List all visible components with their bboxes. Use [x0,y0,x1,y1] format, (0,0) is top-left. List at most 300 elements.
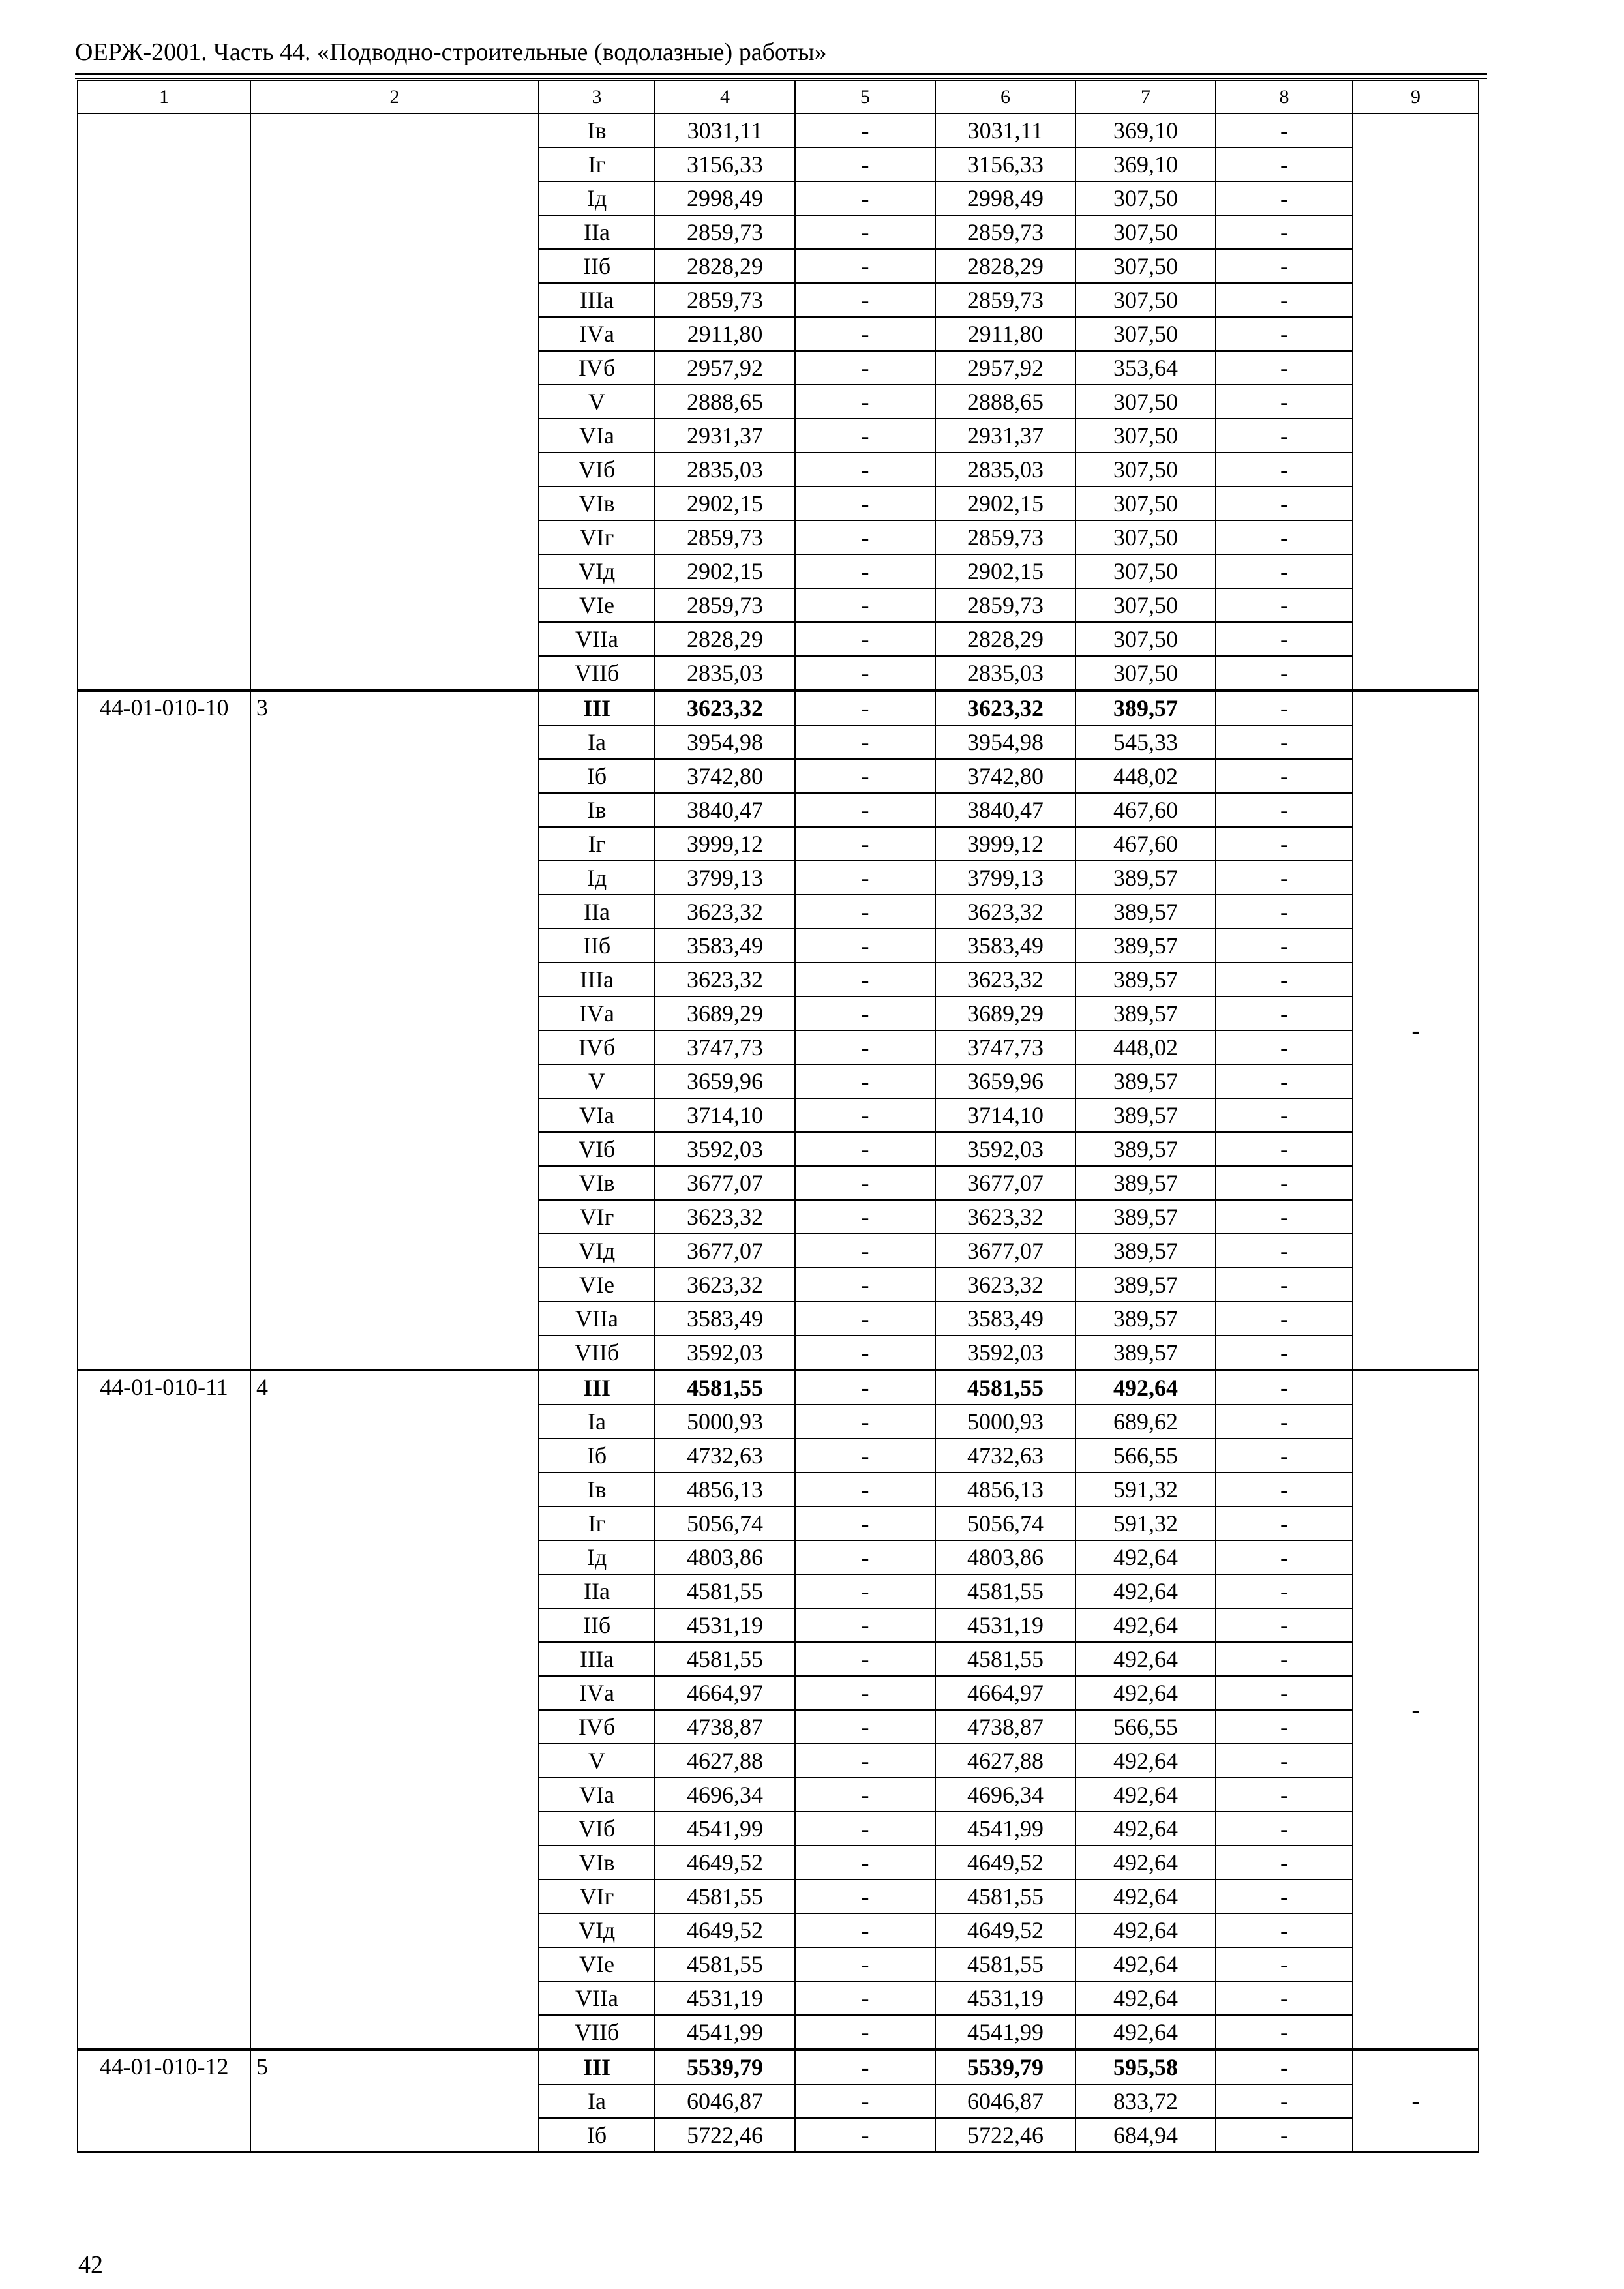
value-col-6: 2957,92 [935,351,1075,385]
value-col-8: - [1216,2050,1353,2084]
zone-cell: VIе [539,1268,655,1302]
value-col-5: - [795,1574,935,1608]
value-col-4: 2859,73 [655,588,795,622]
value-col-6: 5722,46 [935,2118,1075,2152]
value-col-8: - [1216,1778,1353,1812]
zone-cell: Iг [539,827,655,861]
value-col-4: 3583,49 [655,929,795,963]
value-col-4: 3954,98 [655,725,795,759]
zone-cell: VIе [539,1947,655,1981]
value-col-4: 4581,55 [655,1947,795,1981]
value-col-7: 389,57 [1075,1166,1216,1200]
value-col-7: 492,64 [1075,1642,1216,1676]
value-col-4: 4649,52 [655,1913,795,1947]
value-col-7: 492,64 [1075,1913,1216,1947]
value-col-6: 2911,80 [935,317,1075,351]
zone-cell: VIд [539,1913,655,1947]
value-col-8: - [1216,1405,1353,1439]
value-col-5: - [795,759,935,793]
value-col-6: 3623,32 [935,895,1075,929]
zone-cell: Iг [539,147,655,181]
value-col-6: 4581,55 [935,1642,1075,1676]
value-col-5: - [795,283,935,317]
value-col-7: 492,64 [1075,2015,1216,2050]
value-col-5: - [795,963,935,996]
value-col-8: - [1216,759,1353,793]
zone-cell: IIб [539,249,655,283]
value-col-6: 4627,88 [935,1744,1075,1778]
table-row [78,1370,1479,1405]
zone-cell: VIIа [539,622,655,656]
column-number: 9 [1353,80,1479,113]
zone-cell: V [539,1064,655,1098]
value-col-4: 2828,29 [655,622,795,656]
value-col-7: 369,10 [1075,147,1216,181]
value-col-5: - [795,419,935,453]
value-col-6: 2888,65 [935,385,1075,419]
zone-cell: Iб [539,2118,655,2152]
value-col-8: - [1216,1064,1353,1098]
value-col-5: - [795,1064,935,1098]
value-col-8: - [1216,2084,1353,2118]
value-col-5: - [795,1302,935,1336]
value-col-8: - [1216,1913,1353,1947]
value-col-6: 4856,13 [935,1473,1075,1506]
zone-cell: VIг [539,520,655,554]
value-col-6: 3583,49 [935,929,1075,963]
value-col-7: 595,58 [1075,2050,1216,2084]
value-col-8: - [1216,317,1353,351]
value-col-4: 3623,32 [655,895,795,929]
value-col-6: 2859,73 [935,283,1075,317]
value-col-7: 307,50 [1075,215,1216,249]
value-col-6: 4531,19 [935,1981,1075,2015]
value-col-5: - [795,1778,935,1812]
value-col-4: 3840,47 [655,793,795,827]
value-col-4: 3742,80 [655,759,795,793]
value-col-5: - [795,147,935,181]
value-col-4: 4541,99 [655,1812,795,1846]
column-number: 3 [539,80,655,113]
value-col-7: 448,02 [1075,759,1216,793]
value-col-5: - [795,895,935,929]
value-col-6: 3799,13 [935,861,1075,895]
value-col-8: - [1216,588,1353,622]
value-col-8: - [1216,895,1353,929]
zone-cell: IIа [539,215,655,249]
value-col-8: - [1216,1642,1353,1676]
value-col-4: 2859,73 [655,520,795,554]
value-col-7: 307,50 [1075,181,1216,215]
value-col-6: 2835,03 [935,453,1075,486]
zone-cell: IIа [539,1574,655,1608]
value-col-8: - [1216,453,1353,486]
value-col-6: 4696,34 [935,1778,1075,1812]
value-col-5: - [795,929,935,963]
value-col-7: 448,02 [1075,1030,1216,1064]
value-col-5: - [795,691,935,725]
value-col-7: 389,57 [1075,1302,1216,1336]
value-col-8: - [1216,1132,1353,1166]
value-col-4: 3659,96 [655,1064,795,1098]
value-col-4: 3714,10 [655,1098,795,1132]
value-col-6: 5539,79 [935,2050,1075,2084]
value-col-7: 307,50 [1075,588,1216,622]
value-col-9: - [1353,2050,1479,2152]
value-col-8: - [1216,1166,1353,1200]
value-col-4: 4649,52 [655,1846,795,1879]
value-col-8: - [1216,1302,1353,1336]
zone-cell: VIIа [539,1302,655,1336]
value-col-8: - [1216,725,1353,759]
value-col-4: 5539,79 [655,2050,795,2084]
value-col-7: 307,50 [1075,554,1216,588]
value-col-4: 4856,13 [655,1473,795,1506]
value-col-5: - [795,113,935,147]
value-col-6: 5056,74 [935,1506,1075,1540]
value-col-7: 492,64 [1075,1812,1216,1846]
value-col-6: 3677,07 [935,1166,1075,1200]
value-col-6: 3954,98 [935,725,1075,759]
value-col-7: 467,60 [1075,793,1216,827]
value-col-8: - [1216,827,1353,861]
value-col-4: 3999,12 [655,827,795,861]
value-col-6: 2998,49 [935,181,1075,215]
value-col-7: 492,64 [1075,1879,1216,1913]
value-col-4: 3623,32 [655,963,795,996]
value-col-4: 2911,80 [655,317,795,351]
zone-cell: IIа [539,895,655,929]
value-col-4: 3677,07 [655,1234,795,1268]
value-col-5: - [795,520,935,554]
zone-cell: IIIа [539,283,655,317]
zone-cell: VIа [539,419,655,453]
value-col-6: 4803,86 [935,1540,1075,1574]
value-col-6: 3623,32 [935,963,1075,996]
value-col-6: 3031,11 [935,113,1075,147]
value-col-8: - [1216,963,1353,996]
value-col-4: 5056,74 [655,1506,795,1540]
value-col-4: 2835,03 [655,453,795,486]
column-number: 5 [795,80,935,113]
value-col-5: - [795,1336,935,1370]
value-col-4: 4627,88 [655,1744,795,1778]
value-col-7: 307,50 [1075,385,1216,419]
value-col-8: - [1216,147,1353,181]
value-col-7: 684,94 [1075,2118,1216,2152]
value-col-7: 307,50 [1075,249,1216,283]
value-col-5: - [795,1812,935,1846]
zone-cell: Iд [539,1540,655,1574]
value-col-4: 2888,65 [655,385,795,419]
column-2-value [250,113,539,691]
zone-cell: III [539,2050,655,2084]
value-col-7: 307,50 [1075,520,1216,554]
value-col-5: - [795,2015,935,2050]
value-col-9: - [1353,691,1479,1370]
value-col-7: 389,57 [1075,1234,1216,1268]
zone-cell: Iа [539,725,655,759]
zone-cell: V [539,385,655,419]
value-col-9: - [1353,1370,1479,2050]
value-col-4: 4581,55 [655,1574,795,1608]
value-col-8: - [1216,1200,1353,1234]
value-col-8: - [1216,622,1353,656]
value-col-6: 4581,55 [935,1879,1075,1913]
zone-cell: IVб [539,1030,655,1064]
value-col-8: - [1216,996,1353,1030]
zone-cell: IIб [539,1608,655,1642]
zone-cell: IVа [539,317,655,351]
zone-cell: III [539,691,655,725]
column-number: 6 [935,80,1075,113]
zone-cell: VIг [539,1200,655,1234]
value-col-4: 2957,92 [655,351,795,385]
value-col-4: 4803,86 [655,1540,795,1574]
value-col-7: 389,57 [1075,1268,1216,1302]
value-col-7: 307,50 [1075,453,1216,486]
value-col-8: - [1216,1710,1353,1744]
value-col-6: 4649,52 [935,1913,1075,1947]
value-col-7: 492,64 [1075,1981,1216,2015]
rate-code: 44-01-010-11 [78,1370,250,2050]
value-col-5: - [795,2084,935,2118]
value-col-5: - [795,249,935,283]
value-col-6: 4664,97 [935,1676,1075,1710]
zone-cell: Iг [539,1506,655,1540]
column-number: 2 [250,80,539,113]
value-col-8: - [1216,1947,1353,1981]
value-col-8: - [1216,181,1353,215]
value-col-8: - [1216,520,1353,554]
column-number: 4 [655,80,795,113]
zone-cell: VIд [539,1234,655,1268]
value-col-7: 591,32 [1075,1473,1216,1506]
value-col-7: 492,64 [1075,1947,1216,1981]
value-col-6: 3592,03 [935,1132,1075,1166]
value-col-4: 3677,07 [655,1166,795,1200]
value-col-7: 307,50 [1075,317,1216,351]
value-col-8: - [1216,2015,1353,2050]
value-col-7: 369,10 [1075,113,1216,147]
header-rule [75,73,1487,75]
value-col-7: 492,64 [1075,1540,1216,1574]
value-col-8: - [1216,656,1353,691]
price-table [77,80,1479,2153]
value-col-6: 4581,55 [935,1370,1075,1405]
value-col-4: 2835,03 [655,656,795,691]
value-col-8: - [1216,385,1353,419]
zone-cell: III [539,1370,655,1405]
column-2-value: 5 [250,2050,539,2152]
value-col-8: - [1216,1608,1353,1642]
value-col-4: 2931,37 [655,419,795,453]
value-col-6: 3592,03 [935,1336,1075,1370]
value-col-5: - [795,656,935,691]
value-col-4: 3031,11 [655,113,795,147]
zone-cell: IVа [539,996,655,1030]
value-col-4: 4531,19 [655,1981,795,2015]
value-col-7: 492,64 [1075,1676,1216,1710]
value-col-5: - [795,793,935,827]
value-col-4: 2998,49 [655,181,795,215]
value-col-4: 6046,87 [655,2084,795,2118]
value-col-5: - [795,588,935,622]
value-col-5: - [795,1473,935,1506]
value-col-4: 4541,99 [655,2015,795,2050]
zone-cell: VIд [539,554,655,588]
value-col-5: - [795,1947,935,1981]
value-col-4: 3623,32 [655,1268,795,1302]
zone-cell: VIа [539,1098,655,1132]
value-col-6: 4581,55 [935,1574,1075,1608]
value-col-5: - [795,317,935,351]
value-col-5: - [795,1405,935,1439]
value-col-8: - [1216,1506,1353,1540]
zone-cell: Iд [539,181,655,215]
value-col-8: - [1216,283,1353,317]
zone-cell: Iа [539,2084,655,2118]
value-col-5: - [795,861,935,895]
zone-cell: Iа [539,1405,655,1439]
value-col-4: 4531,19 [655,1608,795,1642]
value-col-7: 492,64 [1075,1778,1216,1812]
value-col-6: 4732,63 [935,1439,1075,1473]
zone-cell: VIв [539,1166,655,1200]
zone-cell: VIIб [539,1336,655,1370]
value-col-8: - [1216,1574,1353,1608]
value-col-5: - [795,1132,935,1166]
value-col-5: - [795,554,935,588]
zone-cell: VIе [539,588,655,622]
value-col-8: - [1216,2118,1353,2152]
value-col-7: 492,64 [1075,1846,1216,1879]
table-row [78,691,1479,725]
value-col-4: 3689,29 [655,996,795,1030]
value-col-7: 389,57 [1075,895,1216,929]
value-col-6: 3677,07 [935,1234,1075,1268]
column-2-value: 4 [250,1370,539,2050]
value-col-6: 3999,12 [935,827,1075,861]
value-col-8: - [1216,419,1353,453]
value-col-6: 4738,87 [935,1710,1075,1744]
column-number: 8 [1216,80,1353,113]
zone-cell: IVб [539,351,655,385]
value-col-5: - [795,1166,935,1200]
value-col-8: - [1216,861,1353,895]
value-col-7: 389,57 [1075,691,1216,725]
zone-cell: IIIа [539,1642,655,1676]
value-col-5: - [795,2118,935,2152]
zone-cell: VIIб [539,2015,655,2050]
value-col-8: - [1216,249,1353,283]
value-col-5: - [795,1744,935,1778]
value-col-8: - [1216,1370,1353,1405]
value-col-4: 2859,73 [655,215,795,249]
value-col-7: 566,55 [1075,1439,1216,1473]
table-body [78,80,1479,2152]
value-col-7: 492,64 [1075,1608,1216,1642]
value-col-6: 3623,32 [935,691,1075,725]
value-col-4: 4738,87 [655,1710,795,1744]
value-col-4: 5722,46 [655,2118,795,2152]
value-col-6: 3623,32 [935,1268,1075,1302]
value-col-6: 2835,03 [935,656,1075,691]
value-col-7: 389,57 [1075,1064,1216,1098]
header-rule [75,78,1487,79]
value-col-4: 3799,13 [655,861,795,895]
value-col-8: - [1216,1744,1353,1778]
value-col-7: 307,50 [1075,419,1216,453]
value-col-6: 3747,73 [935,1030,1075,1064]
value-col-6: 4581,55 [935,1947,1075,1981]
value-col-7: 389,57 [1075,963,1216,996]
value-col-7: 833,72 [1075,2084,1216,2118]
value-col-8: - [1216,1473,1353,1506]
rate-code [78,113,250,691]
value-col-5: - [795,1370,935,1405]
value-col-4: 3623,32 [655,1200,795,1234]
value-col-5: - [795,1676,935,1710]
value-col-7: 353,64 [1075,351,1216,385]
value-col-4: 4581,55 [655,1370,795,1405]
zone-cell: VIIа [539,1981,655,2015]
table-row [78,113,1479,147]
value-col-6: 5000,93 [935,1405,1075,1439]
page-number: 42 [78,2251,103,2279]
zone-cell: Iв [539,113,655,147]
value-col-7: 591,32 [1075,1506,1216,1540]
value-col-6: 2902,15 [935,554,1075,588]
value-col-8: - [1216,1336,1353,1370]
value-col-7: 389,57 [1075,1098,1216,1132]
value-col-7: 389,57 [1075,1336,1216,1370]
value-col-6: 4649,52 [935,1846,1075,1879]
table-row [78,2050,1479,2084]
value-col-7: 492,64 [1075,1574,1216,1608]
zone-cell: VIб [539,1132,655,1166]
zone-cell: IVб [539,1710,655,1744]
value-col-8: - [1216,1439,1353,1473]
value-col-5: - [795,1439,935,1473]
value-col-6: 3689,29 [935,996,1075,1030]
value-col-8: - [1216,1098,1353,1132]
value-col-7: 307,50 [1075,622,1216,656]
value-col-5: - [795,1030,935,1064]
zone-cell: Iв [539,1473,655,1506]
value-col-4: 3592,03 [655,1132,795,1166]
zone-cell: VIг [539,1879,655,1913]
value-col-5: - [795,351,935,385]
value-col-5: - [795,1879,935,1913]
column-number: 7 [1075,80,1216,113]
value-col-6: 2859,73 [935,215,1075,249]
value-col-7: 389,57 [1075,1132,1216,1166]
value-col-7: 545,33 [1075,725,1216,759]
value-col-6: 3156,33 [935,147,1075,181]
value-col-7: 307,50 [1075,486,1216,520]
value-col-5: - [795,1098,935,1132]
value-col-8: - [1216,929,1353,963]
value-col-8: - [1216,351,1353,385]
value-col-7: 492,64 [1075,1370,1216,1405]
value-col-5: - [795,1710,935,1744]
value-col-4: 4664,97 [655,1676,795,1710]
value-col-6: 4541,99 [935,2015,1075,2050]
value-col-5: - [795,1981,935,2015]
value-col-5: - [795,1268,935,1302]
value-col-5: - [795,1608,935,1642]
